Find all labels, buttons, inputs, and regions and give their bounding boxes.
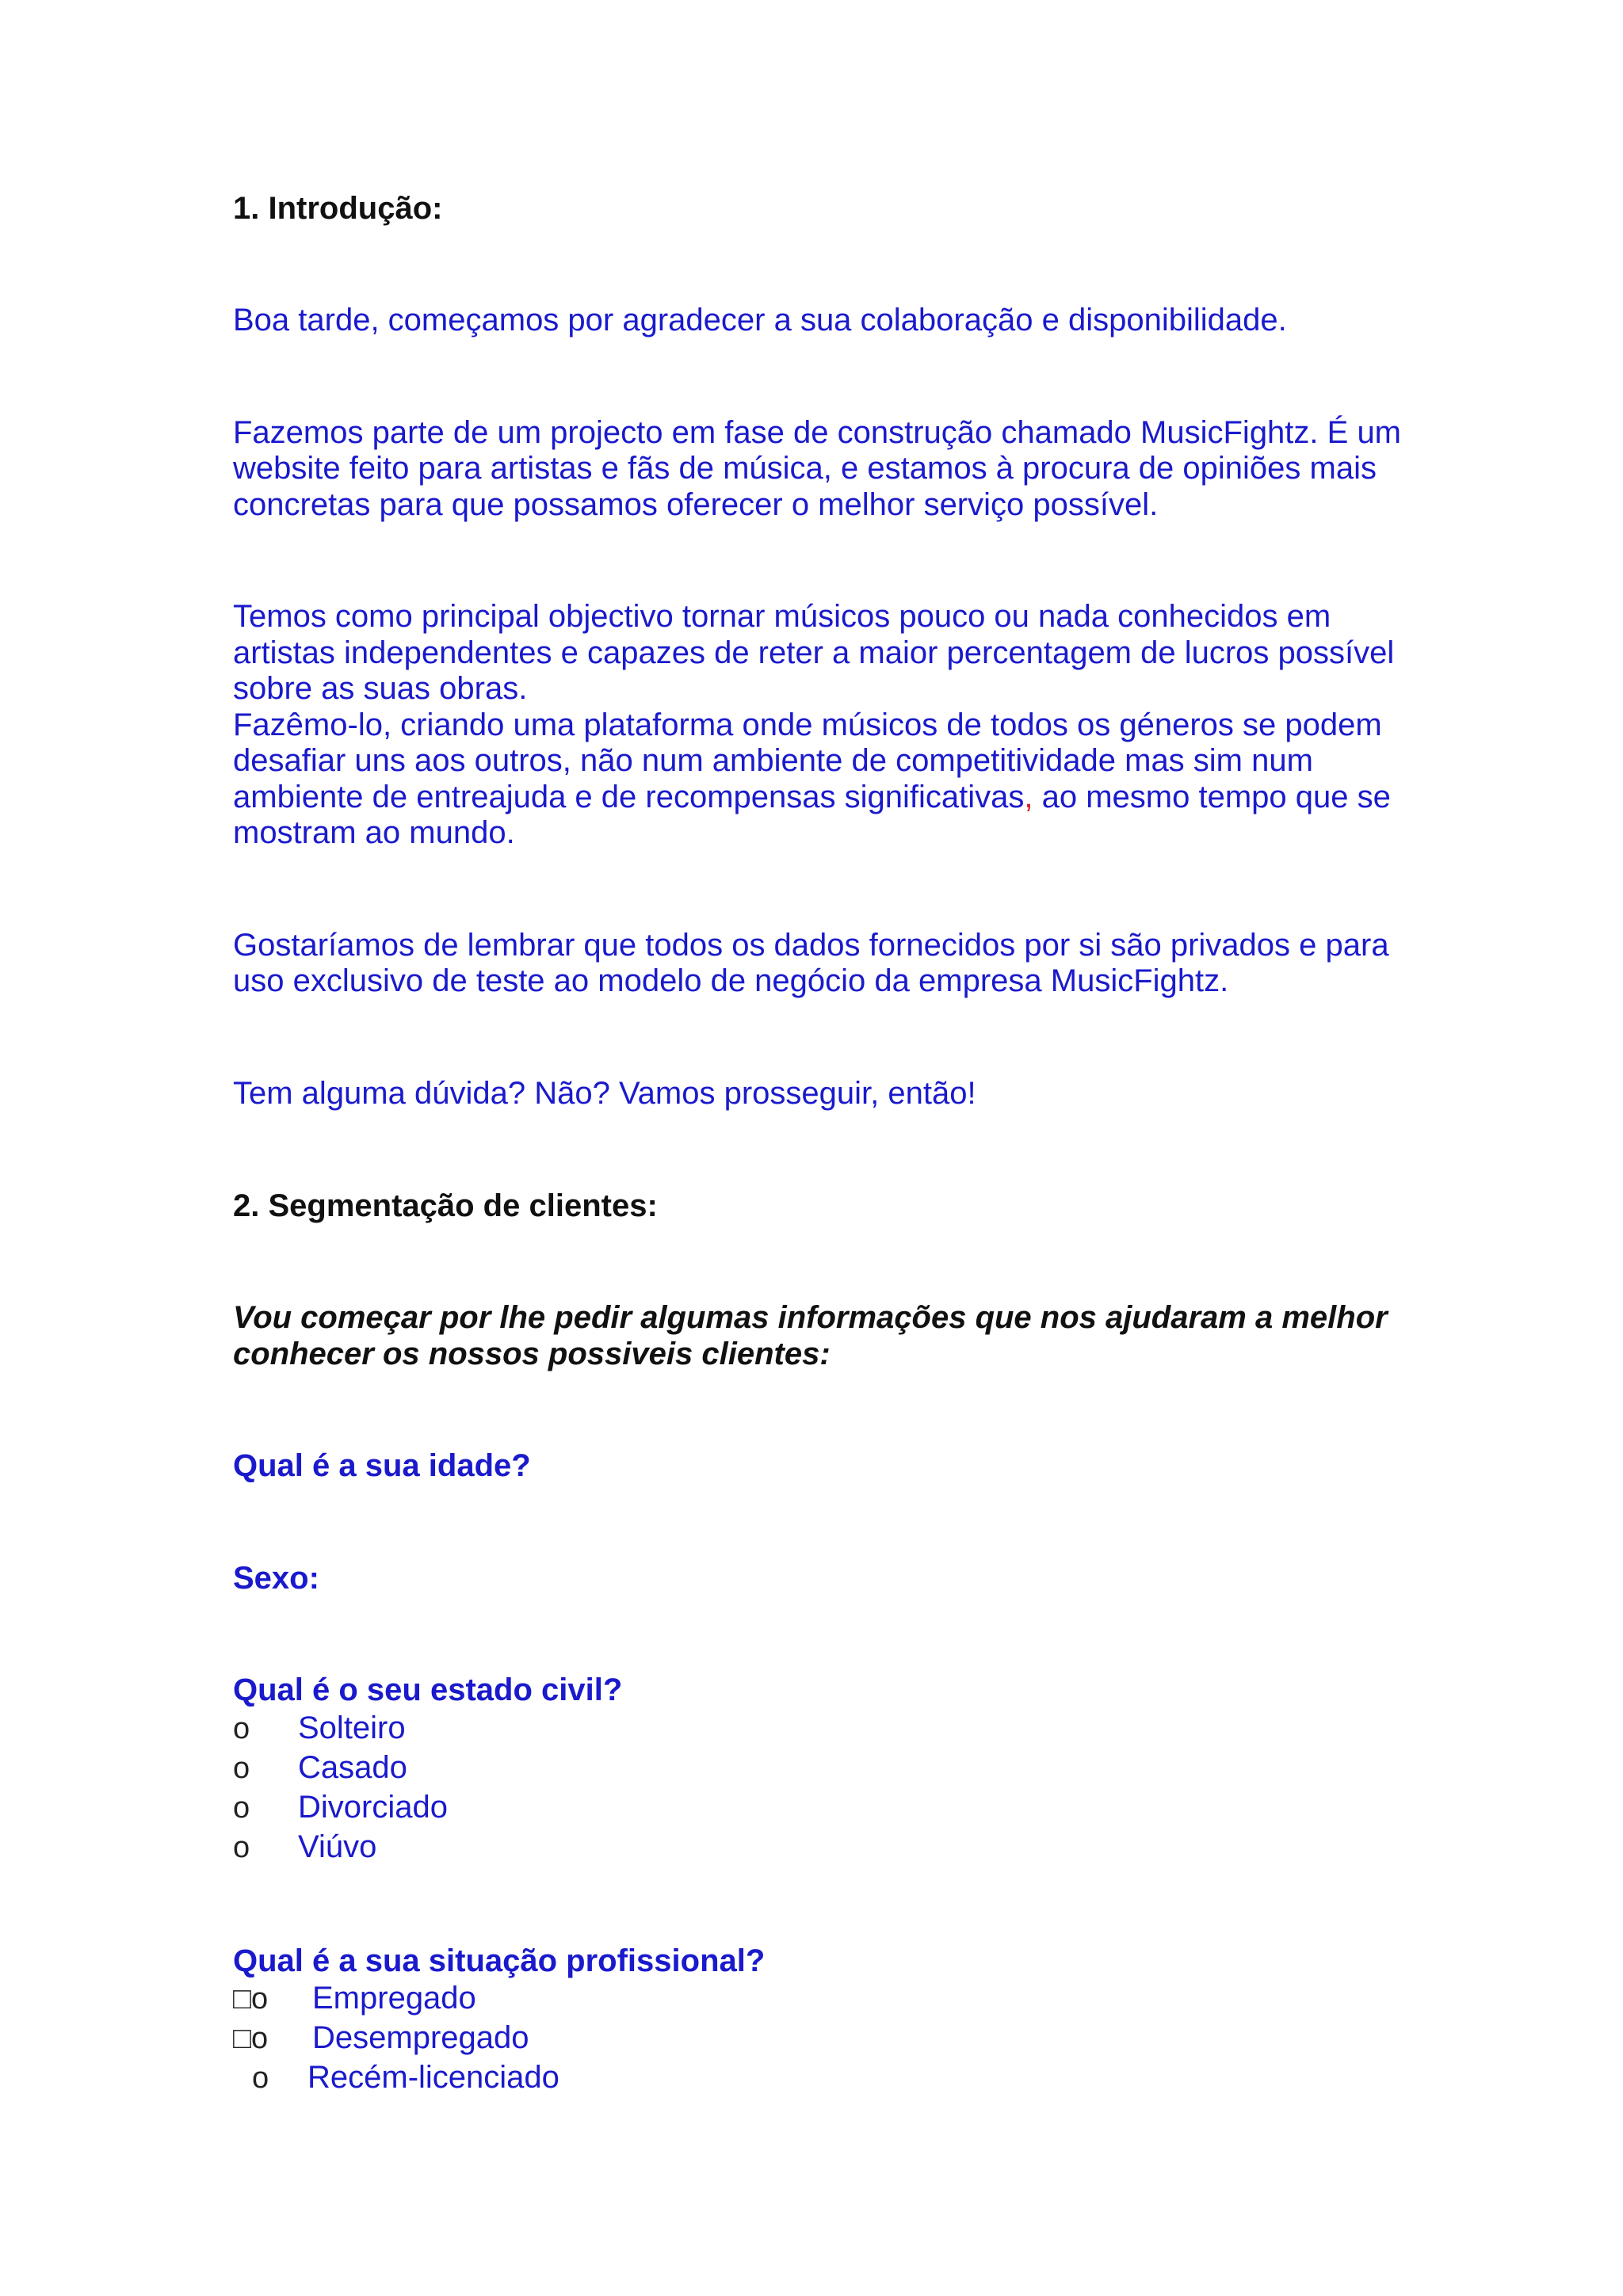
professional-status-options — [233, 1979, 1406, 2098]
civil-option[interactable] — [233, 1749, 1406, 1788]
civil-option-label: Casado — [298, 1749, 407, 1785]
how-paragraph-comma: , — [1024, 779, 1033, 814]
job-option[interactable] — [233, 2019, 1406, 2058]
document-content — [233, 190, 1406, 2098]
job-option-label: Desempregado — [312, 2020, 529, 2055]
box-bullet-icon: □o — [233, 1982, 269, 2016]
section-heading-segmentation: 2. Segmentação de clientes: — [233, 1188, 658, 1223]
job-option[interactable] — [233, 1979, 1406, 2019]
greeting-paragraph: Boa tarde, começamos por agradecer a sua colaboração e disponibilidade. — [233, 303, 1287, 338]
privacy-paragraph: Gostaríamos de lembrar que todos os dados fornecidos por si são privados e para uso exclusivo de teste ao modelo de negócio da empresa MusicFightz. — [233, 927, 1389, 998]
job-option[interactable] — [233, 2058, 1406, 2098]
how-paragraph — [233, 707, 1406, 852]
job-option-label: Empregado — [312, 1981, 476, 2016]
civil-option-label: Solteiro — [298, 1710, 406, 1745]
doubts-paragraph: Tem alguma dúvida? Não? Vamos prosseguir, então! — [233, 1075, 976, 1111]
question-professional-status: Qual é a sua situação profissional? — [233, 1943, 766, 1978]
circle-bullet-icon: o — [233, 1751, 250, 1785]
circle-bullet-icon: o — [233, 1830, 250, 1864]
segmentation-lead: Vou começar por lhe pedir algumas informações que nos ajudaram a melhor conhecer os nossos possiveis clientes: — [233, 1300, 1388, 1371]
section-heading-introduction: 1. Introdução: — [233, 191, 443, 226]
civil-option[interactable] — [233, 1828, 1406, 1867]
civil-option[interactable] — [233, 1788, 1406, 1828]
how-paragraph-part2: ao mesmo tempo que se mostram ao mundo. — [233, 779, 1391, 850]
circle-bullet-icon: o — [233, 1791, 250, 1825]
civil-option-label: Viúvo — [298, 1829, 377, 1864]
objective-paragraph: Temos como principal objectivo tornar músicos pouco ou nada conhecidos em artistas independentes e capazes de reter a maior percentagem de lucros possível sobre as suas obras. — [233, 599, 1395, 706]
box-bullet-icon: □o — [233, 2022, 269, 2055]
civil-option[interactable] — [233, 1709, 1406, 1749]
civil-option-label: Divorciado — [298, 1789, 448, 1825]
civil-status-options — [233, 1709, 1406, 1867]
how-paragraph-part1: Fazêmo-lo, criando uma plataforma onde músicos de todos os géneros se podem desafiar uns aos outros, não num ambiente de competitividade mas sim num ambiente de entreajuda e de recompensas significativas — [233, 707, 1382, 814]
circle-bullet-icon: o — [252, 2061, 269, 2095]
question-civil-status: Qual é o seu estado civil? — [233, 1672, 623, 1707]
question-age: Qual é a sua idade? — [233, 1448, 531, 1483]
project-paragraph: Fazemos parte de um projecto em fase de construção chamado MusicFightz. É um website feito para artistas e fãs de música, e estamos à procura de opiniões mais concretas para que possamos oferecer o melhor serviço possível. — [233, 414, 1402, 522]
job-option-label: Recém-licenciado — [307, 2060, 559, 2095]
circle-bullet-icon: o — [233, 1711, 250, 1745]
question-sex: Sexo: — [233, 1560, 319, 1596]
